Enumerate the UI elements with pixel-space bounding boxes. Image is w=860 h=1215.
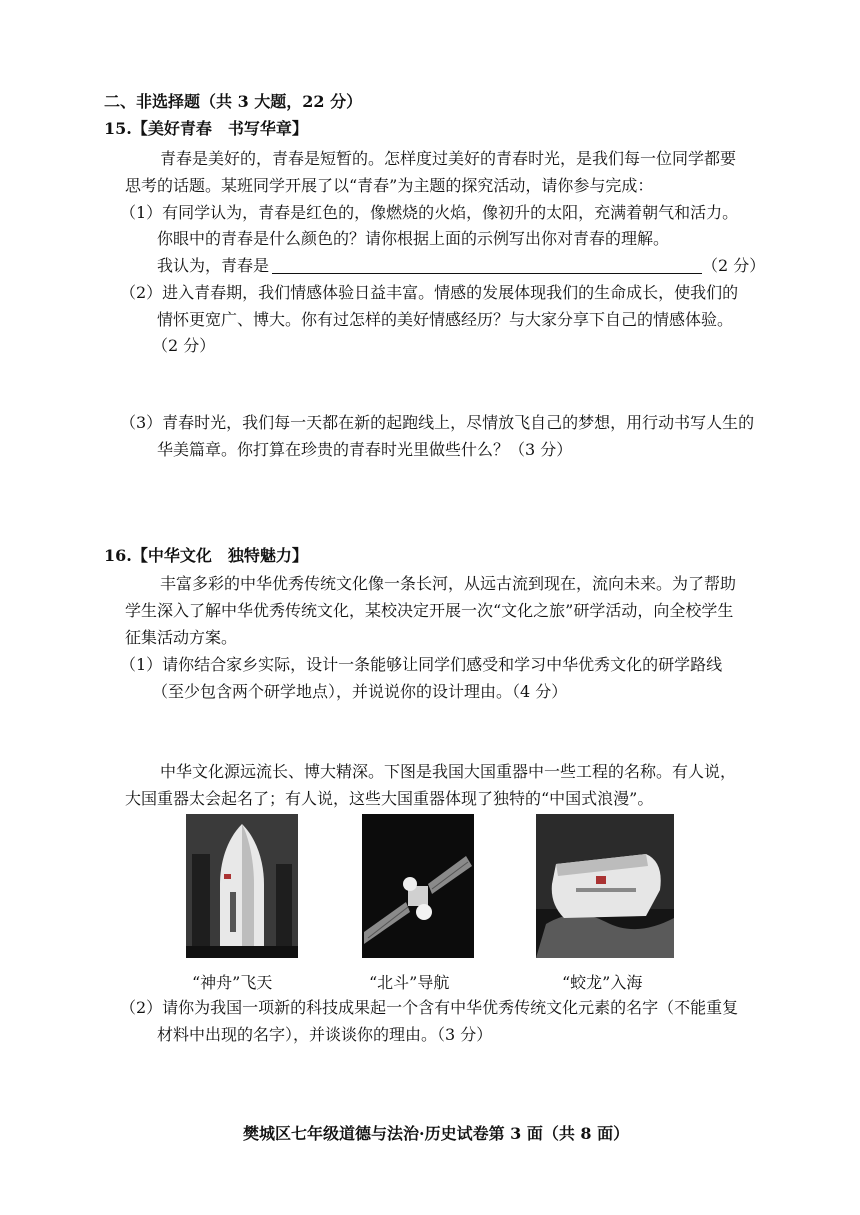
- q15-intro-line1: 青春是美好的，青春是短暂的。怎样度过美好的青春时光，是我们每一位同学都要: [160, 149, 737, 168]
- q15-p2-score: （2 分）: [152, 336, 216, 355]
- q16-p1-line2: （至少包含两个研学地点），并说说你的设计理由。（4 分）: [152, 682, 568, 701]
- section-title: 二、非选择题（共 3 大题，22 分）: [104, 92, 363, 111]
- q16-intro-line3: 征集活动方案。: [125, 628, 238, 647]
- q16-p2-line1: （2）请你为我国一项新的科技成果起一个含有中华优秀传统文化元素的名字（不能重复: [120, 998, 739, 1017]
- q15-p1-answer-blank[interactable]: [272, 273, 702, 274]
- submersible-icon: [536, 814, 674, 958]
- q16-header: 16.【中华文化 独特魅力】: [104, 546, 308, 565]
- q15-p2-line1: （2）进入青春期，我们情感体验日益丰富。情感的发展体现我们的生命成长，使我们的: [120, 283, 739, 302]
- beidou-satellite-photo: [362, 814, 474, 958]
- q15-p3-line1: （3）青春时光，我们每一天都在新的起跑线上，尽情放飞自己的梦想，用行动书写人生的: [120, 413, 755, 432]
- q15-intro-line2: 思考的话题。某班同学开展了以“青春”为主题的探究活动，请你参与完成：: [125, 176, 654, 195]
- q15-p1-line2: 你眼中的青春是什么颜色的？请你根据上面的示例写出你对青春的理解。: [157, 229, 670, 248]
- q16-intro-line1: 丰富多彩的中华优秀传统文化像一条长河，从远古流到现在，流向未来。为了帮助: [160, 574, 737, 593]
- q16-material-line1: 中华文化源远流长、博大精深。下图是我国大国重器中一些工程的名称。有人说，: [160, 762, 737, 781]
- q15-p1-score: （2 分）: [702, 256, 766, 275]
- q15-header: 15.【美好青春 书写华章】: [104, 119, 308, 138]
- caption-beidou: “北斗”导航: [369, 973, 450, 992]
- caption-jiaolong: “蛟龙”入海: [562, 973, 643, 992]
- q15-p2-line2: 情怀更宽广、博大。你有过怎样的美好情感经历？与大家分享下自己的情感体验。: [157, 310, 734, 329]
- jiaolong-submersible-photo: [536, 814, 674, 958]
- q16-intro-line2: 学生深入了解中华优秀传统文化，某校决定开展一次“文化之旅”研学活动，向全校学生: [125, 601, 734, 620]
- q15-p3-line2: 华美篇章。你打算在珍贵的青春时光里做些什么？（3 分）: [157, 440, 573, 459]
- q15-p1-prompt: 我认为，青春是: [157, 256, 270, 275]
- q16-material-line2: 大国重器太会起名了；有人说，这些大国重器体现了独特的“中国式浪漫”。: [125, 789, 654, 808]
- page-footer: 樊城区七年级道德与法治·历史试卷第 3 面（共 8 面）: [243, 1124, 630, 1143]
- satellite-icon: [362, 814, 474, 958]
- q15-p1-line1: （1）有同学认为，青春是红色的，像燃烧的火焰，像初升的太阳，充满着朝气和活力。: [120, 203, 739, 222]
- q16-p2-line2: 材料中出现的名字），并谈谈你的理由。（3 分）: [157, 1025, 493, 1044]
- q16-p1-line1: （1）请你结合家乡实际，设计一条能够让同学们感受和学习中华优秀文化的研学路线: [120, 655, 723, 674]
- caption-shenzhou: “神舟”飞天: [192, 973, 273, 992]
- rocket-icon: [186, 814, 298, 958]
- shenzhou-rocket-photo: [186, 814, 298, 958]
